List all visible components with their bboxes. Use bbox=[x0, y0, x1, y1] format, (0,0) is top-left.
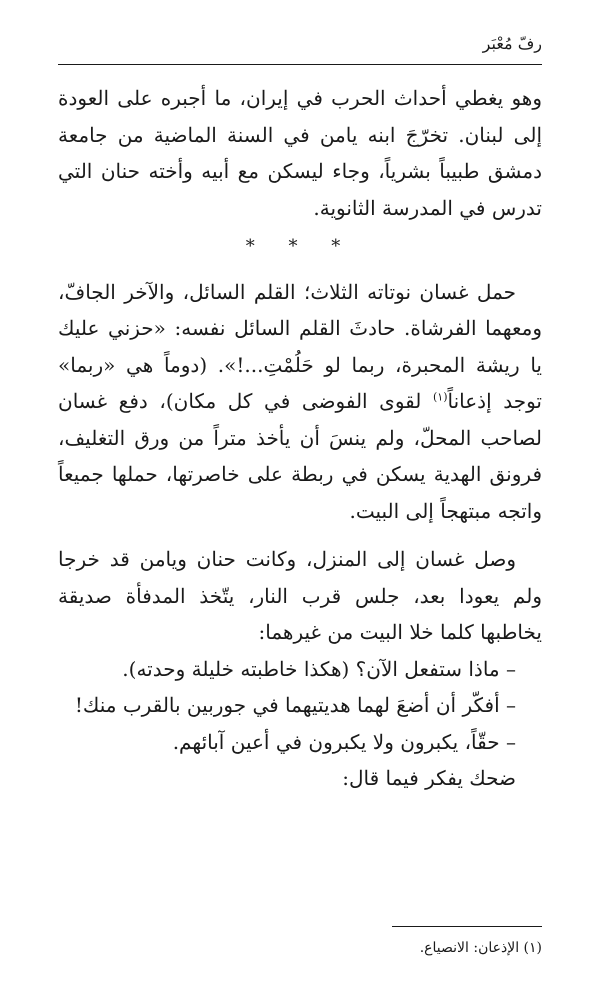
closing-line: ضحك يفكر فيما قال: bbox=[342, 766, 516, 790]
footnote-ref[interactable]: (١) bbox=[432, 390, 448, 404]
footnote-rule bbox=[392, 926, 542, 927]
paragraph-3: وصل غسان إلى المنزل، وكانت حنان ويامن قد خرجا ولم يعودا بعد، جلس قرب النار، يتّخذ المدفأة صديقة يخاطبها كلما خلا البيت من غيرهما: bbox=[58, 547, 542, 644]
section-separator: * * * bbox=[245, 236, 355, 257]
dialogue-line-1: – ماذا ستفعل الآن؟ (هكذا خاطبته خليلة وحدته). bbox=[122, 656, 516, 681]
dialogue-line-3: – حقّاً، يكبرون ولا يكبرون في أعين آبائهم. bbox=[172, 729, 516, 754]
footnote: (١) الإذعان: الانصياع. bbox=[419, 940, 542, 956]
dialogue-line-2: – أفكّر أن أضعَ لهما هديتيهما في جوربين بالقرب منك! bbox=[74, 693, 516, 717]
paragraph-2 bbox=[58, 274, 542, 530]
header-rule bbox=[58, 64, 542, 65]
paragraph-1: وهو يغطي أحداث الحرب في إيران، ما أجبره على العودة إلى لبنان. تخرّجَ ابنه يامن في السنة الماضية من جامعة دمشق طبيباً بشرياً، وجاء ليسكن مع أبيه وأخته حنان التي تدرس في المدرسة الثانوية. bbox=[58, 86, 542, 220]
paragraph-2-part-a: حمل غسان نوتاته الثلاث؛ القلم السائل، والآخر الجافّ، ومعهما الفرشاة. حادثَ القلم السائل نفسه: «حزني عليك يا ريشة المحبرة، ربما لو حَلُمْتِ...!». (دوماً هي «ربما» توجد إذعاناً bbox=[58, 279, 542, 413]
body-text bbox=[58, 80, 542, 797]
running-title: رفّ مُعْبَر bbox=[482, 34, 542, 53]
paragraph-2-part-b: لقوى الفوضى في كل مكان)، دفع غسان لصاحب المحلّ، ولم ينسَ أن يأخذ متراً من ورق التغليف، فرونق الهدية يسكن في ربطة على خاصرتها، حملها جميعاً واتجه مبتهجاً إلى البيت. bbox=[58, 389, 542, 523]
